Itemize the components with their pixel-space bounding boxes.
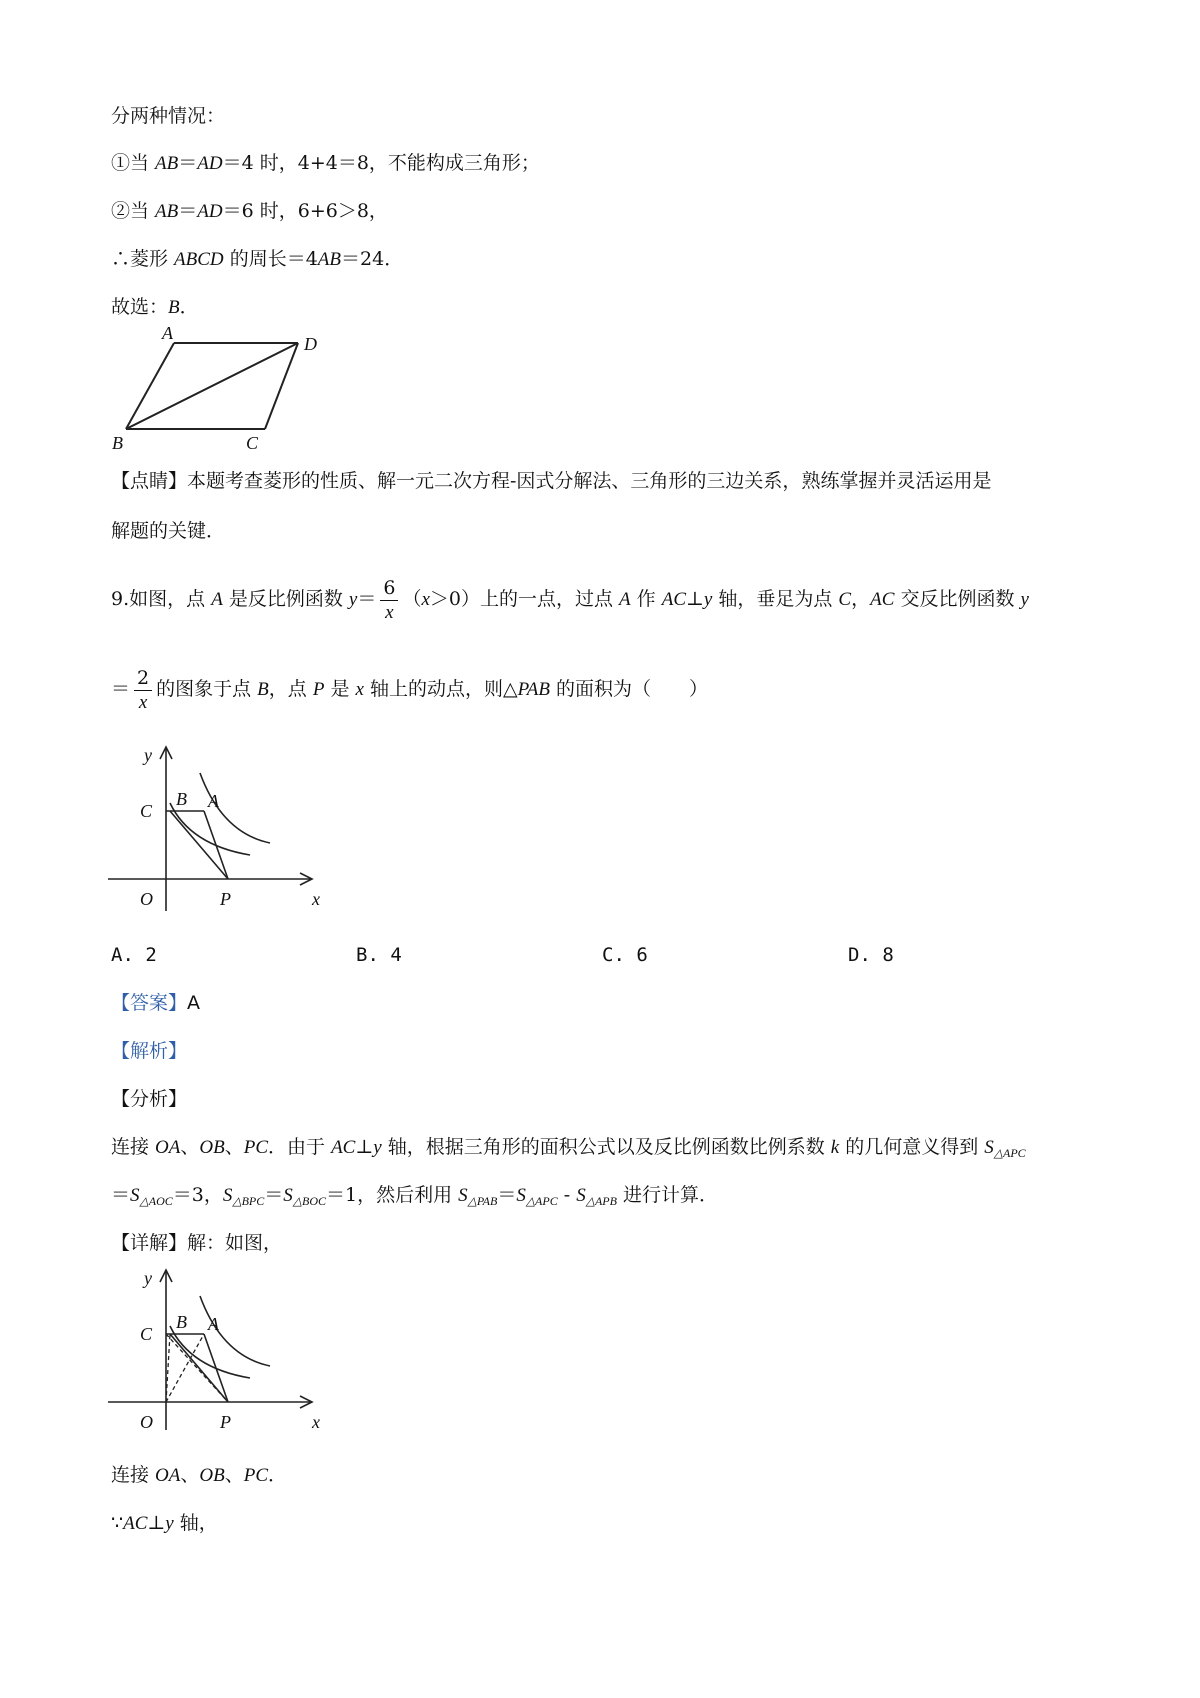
label-y: y xyxy=(144,745,152,765)
case-intro: 分两种情况： xyxy=(111,105,226,127)
fraction-6-over-x: $\frac{6}{x}$ xyxy=(380,576,398,625)
analysis-tag: 【解析】 xyxy=(111,1040,188,1062)
label-a: A xyxy=(162,325,173,343)
case-1: ①当 AB＝AD＝4 时，4+4＝8，不能构成三角形； xyxy=(111,152,540,174)
because-line: ∵AC⊥y 轴， xyxy=(111,1512,218,1534)
choice-a: A. 2 xyxy=(111,944,157,966)
fenxi-tag: 【分析】 xyxy=(111,1088,188,1110)
label-c: C xyxy=(140,1324,153,1344)
rhombus-figure xyxy=(110,325,340,455)
label-a: A xyxy=(208,791,219,811)
label-p: P xyxy=(220,889,231,909)
label-o: O xyxy=(140,1412,153,1432)
connect-line: 连接 OA、OB、PC． xyxy=(111,1464,288,1486)
label-x: x xyxy=(312,889,320,909)
comment-line-2: 解题的关键． xyxy=(111,520,226,542)
conclusion-line: ∴菱形 ABCD 的周长＝4AB＝24． xyxy=(111,248,404,270)
label-o: O xyxy=(140,889,153,909)
segment-ap xyxy=(204,1334,228,1402)
choice-b: B. 4 xyxy=(356,944,402,966)
select-line: 故选：B． xyxy=(111,296,199,318)
segment-bp xyxy=(170,811,228,879)
label-b: B xyxy=(176,1312,187,1332)
label-c: C xyxy=(140,801,153,821)
case-2: ②当 AB＝AD＝6 时，6+6＞8， xyxy=(111,200,388,222)
dashed-segment-pc xyxy=(166,1334,228,1402)
rhombus-diagonal-bd xyxy=(126,343,298,429)
fenxi-line-2: $=S_{\triangle AOC}=3$，$S_{\triangle BPC}=S_{\triangle BOC}=1$，然后利用 $S_{\triangle PAB}=S_{\triangle APC} - S_{\triangle APB}$ 进行计算． xyxy=(111,1184,718,1208)
comment-line-1: 【点睛】本题考查菱形的性质、解一元二次方程-因式分解法、三角形的三边关系，熟练掌握并灵活运用是 xyxy=(111,470,992,492)
label-p: P xyxy=(220,1412,231,1432)
segment-ap xyxy=(204,811,228,879)
question-9-line-1: 9.如图，点 A 是反比例函数 y＝ $\frac{6}{x}$ （x＞0）上的一点，过点 A 作 AC⊥y 轴，垂足为点 C，AC 交反比例函数 y xyxy=(111,576,1029,623)
choice-c: C. 6 xyxy=(602,944,648,966)
question-9-line-2: ＝ $\frac{2}{x}$ 的图象于点 B，点 P 是 x 轴上的动点，则△PAB 的面积为（ ） xyxy=(111,666,709,713)
label-b: B xyxy=(176,789,187,809)
label-d: D xyxy=(304,334,317,354)
choice-d: D. 8 xyxy=(848,944,894,966)
label-b: B xyxy=(112,433,123,453)
fraction-2-over-x: $\frac{2}{x}$ xyxy=(134,666,152,715)
label-c: C xyxy=(246,433,259,453)
label-a: A xyxy=(208,1314,219,1334)
question-9-figure xyxy=(100,733,330,913)
label-y: y xyxy=(144,1268,152,1288)
rhombus-side-ad xyxy=(265,343,298,429)
detail-figure xyxy=(100,1262,330,1432)
label-x: x xyxy=(312,1412,320,1432)
detail-line: 【详解】解：如图， xyxy=(111,1232,283,1254)
answer-line: 【答案】A xyxy=(111,992,201,1014)
fenxi-line-1: 连接 OA、OB、PC．由于 AC⊥y 轴，根据三角形的面积公式以及反比例函数比例系数 k 的几何意义得到 $S_{\triangle APC}$ xyxy=(111,1136,1026,1160)
